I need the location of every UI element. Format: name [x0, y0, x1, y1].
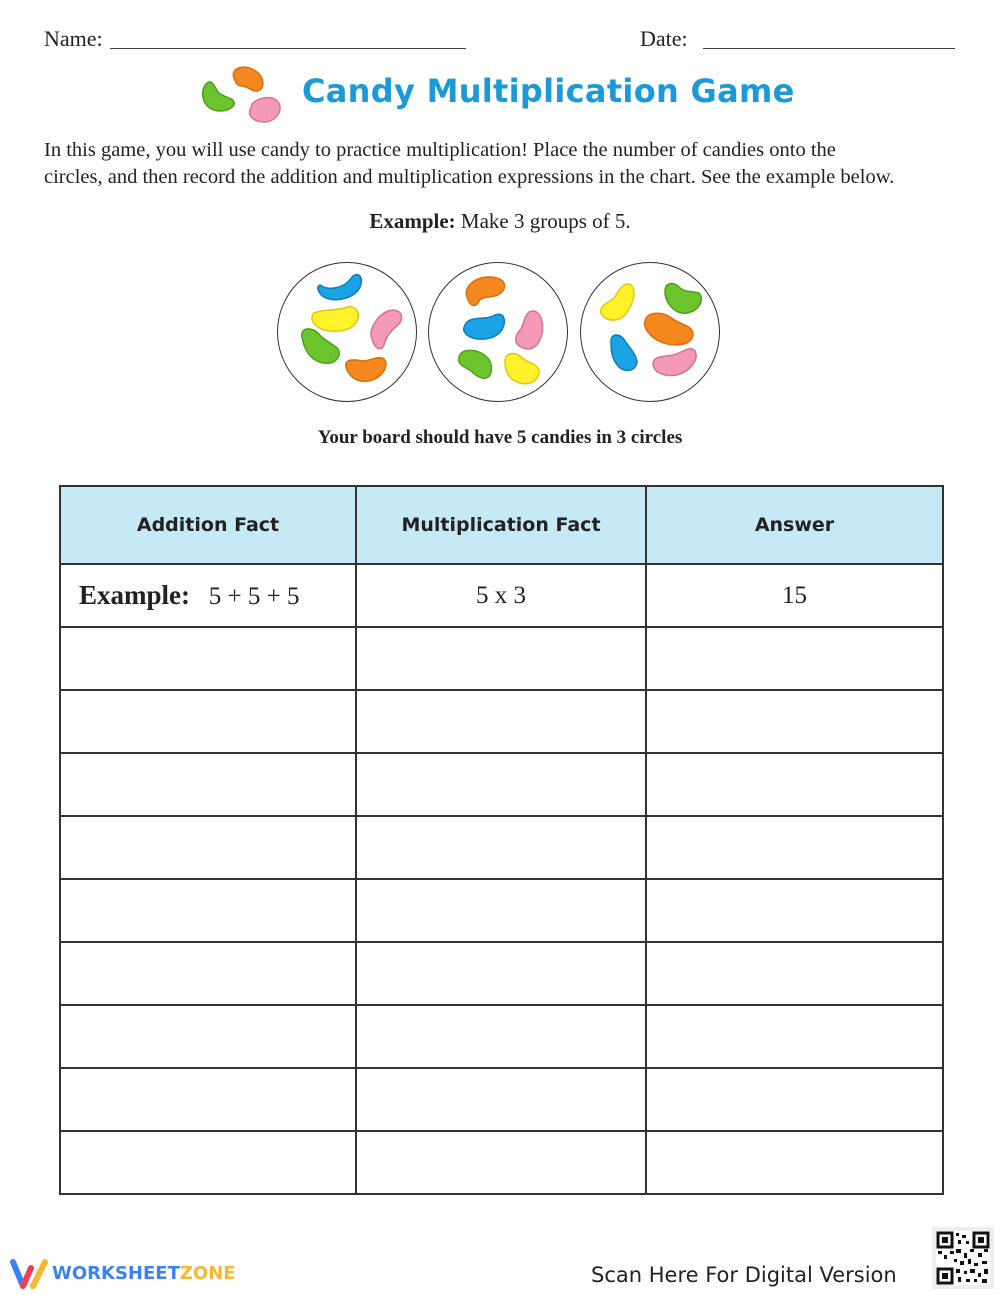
- example-caption: Your board should have 5 candies in 3 circles: [317, 427, 683, 448]
- table-row: [60, 690, 943, 753]
- multiplication-input-cell[interactable]: [356, 879, 646, 942]
- multiplication-input-cell[interactable]: [356, 1068, 646, 1131]
- brand-part-2: ZONE: [179, 1263, 236, 1284]
- example-multiplication-cell: 5 x 3: [356, 564, 646, 627]
- multiplication-input-cell[interactable]: [356, 690, 646, 753]
- header-addition-fact: Addition Fact: [60, 486, 356, 564]
- table-row: [60, 1068, 943, 1131]
- answer-input-cell[interactable]: [646, 1005, 943, 1068]
- multiplication-input-cell[interactable]: [356, 627, 646, 690]
- answer-input-cell[interactable]: [646, 1068, 943, 1131]
- brand-name: [52, 1263, 236, 1284]
- table-row: [60, 753, 943, 816]
- addition-input-cell[interactable]: [60, 1068, 356, 1131]
- name-label: Name:: [44, 26, 103, 51]
- answer-input-cell[interactable]: [646, 753, 943, 816]
- intro-line-2: circles, and then record the addition and multiplication expressions in the chart. See the example below.: [44, 166, 895, 188]
- name-field[interactable]: [110, 48, 466, 49]
- answer-input-cell[interactable]: [646, 942, 943, 1005]
- date-label: Date:: [640, 26, 688, 51]
- table-row: [60, 627, 943, 690]
- addition-input-cell[interactable]: [60, 816, 356, 879]
- brand-part-1: WORKSHEET: [52, 1263, 180, 1284]
- intro-line-1: In this game, you will use candy to practice multiplication! Place the number of candies onto the: [44, 139, 836, 161]
- multiplication-input-cell[interactable]: [356, 942, 646, 1005]
- multiplication-input-cell[interactable]: [356, 753, 646, 816]
- answer-input-cell[interactable]: [646, 879, 943, 942]
- example-row: [60, 564, 943, 627]
- candy-plate-2: [428, 262, 568, 402]
- table-row: [60, 1005, 943, 1068]
- jelly-beans-icon: [196, 64, 292, 126]
- example-text: Make 3 groups of 5.: [460, 209, 631, 233]
- answer-input-cell[interactable]: [646, 690, 943, 753]
- table-row: [60, 942, 943, 1005]
- header-multiplication-fact: Multiplication Fact: [356, 486, 646, 564]
- table-row: [60, 816, 943, 879]
- table-row: [60, 879, 943, 942]
- answer-input-cell[interactable]: [646, 1131, 943, 1194]
- worksheetzone-logo-icon: [9, 1258, 49, 1290]
- addition-input-cell[interactable]: [60, 753, 356, 816]
- table-row: [60, 1131, 943, 1194]
- date-field[interactable]: [703, 48, 955, 49]
- answer-input-cell[interactable]: [646, 627, 943, 690]
- qr-code-icon[interactable]: [932, 1227, 994, 1289]
- candy-plate-3: [580, 262, 720, 402]
- table-header-row: [60, 486, 943, 564]
- answer-input-cell[interactable]: [646, 816, 943, 879]
- addition-input-cell[interactable]: [60, 690, 356, 753]
- example-addition-value: 5 + 5 + 5: [208, 583, 300, 610]
- example-row-label: Example:: [79, 580, 190, 610]
- addition-input-cell[interactable]: [60, 942, 356, 1005]
- header-answer: Answer: [646, 486, 943, 564]
- addition-input-cell[interactable]: [60, 879, 356, 942]
- example-instruction: [0, 209, 1000, 234]
- example-addition-cell: [60, 564, 356, 627]
- page-title: Candy Multiplication Game: [302, 72, 795, 110]
- addition-input-cell[interactable]: [60, 627, 356, 690]
- example-label: Example:: [369, 209, 456, 233]
- addition-input-cell[interactable]: [60, 1131, 356, 1194]
- multiplication-input-cell[interactable]: [356, 816, 646, 879]
- scan-text: Scan Here For Digital Version: [591, 1263, 897, 1287]
- multiplication-input-cell[interactable]: [356, 1131, 646, 1194]
- intro-text: [44, 137, 974, 191]
- candy-plate-1: [277, 262, 417, 402]
- example-answer-cell: 15: [646, 564, 943, 627]
- facts-table: [59, 485, 944, 1195]
- addition-input-cell[interactable]: [60, 1005, 356, 1068]
- multiplication-input-cell[interactable]: [356, 1005, 646, 1068]
